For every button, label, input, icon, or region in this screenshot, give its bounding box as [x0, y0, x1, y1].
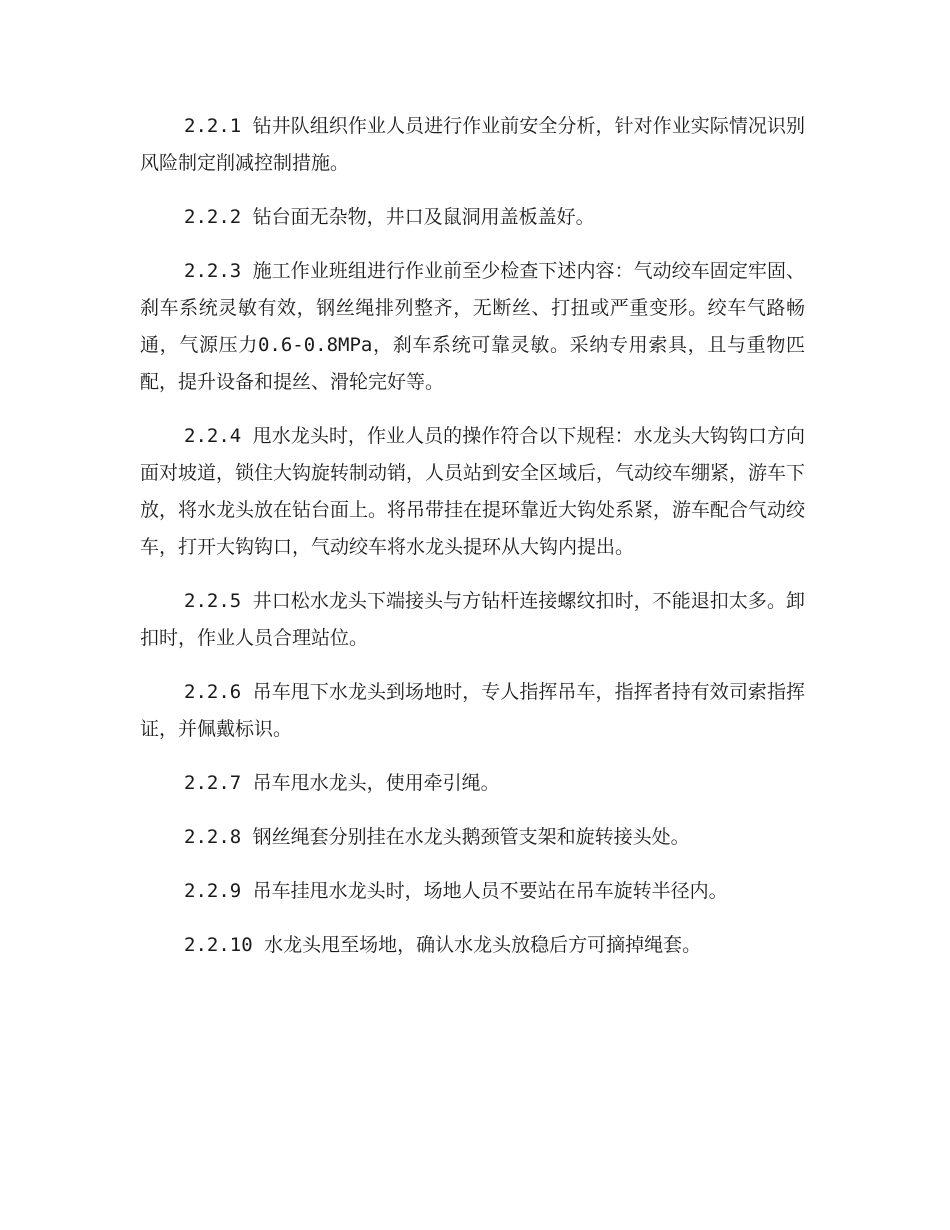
paragraph-2-2-4: 2.2.4 甩水龙头时，作业人员的操作符合以下规程：水龙头大钩钩口方向面对坡道，锁住大钩旋转制动销，人员站到安全区域后，气动绞车绷紧，游车下放，将水龙头放在钻台面上。将吊带挂在提环靠近大钩处系紧，游车配合气动绞车，打开大钩钩口，气动绞车将水龙头提环从大钩内提出。: [140, 425, 806, 558]
paragraph-2-2-7: 2.2.7 吊车甩水龙头，使用牵引绳。: [184, 772, 500, 794]
paragraph-2-2-2: 2.2.2 钻台面无杂物，井口及鼠洞用盖板盖好。: [184, 206, 595, 228]
paragraph-2-2-1: 2.2.1 钻井队组织作业人员进行作业前安全分析，针对作业实际情况识别风险制定削减控制措施。: [140, 115, 805, 174]
paragraph-2-2-9: 2.2.9 吊车挂甩水龙头时，场地人员不要站在吊车旋转半径内。: [184, 880, 728, 902]
paragraph-2-2-6: 2.2.6 吊车甩下水龙头到场地时，专人指挥吊车，指挥者持有效司索指挥证，并佩戴标识。: [140, 681, 805, 740]
paragraph-2-2-3: 2.2.3 施工作业班组进行作业前至少检查下述内容：气动绞车固定牢固、刹车系统灵敏有效，钢丝绳排列整齐，无断丝、打扭或严重变形。绞车气路畅通，气源压力0.6-0.8MPa，刹车系统可靠灵敏。采纳专用索具，且与重物匹配，提升设备和提丝、滑轮完好等。: [140, 260, 805, 393]
document-body: [140, 108, 805, 981]
paragraph-2-2-5: 2.2.5 井口松水龙头下端接头与方钻杆连接螺纹扣时，不能退扣太多。卸扣时，作业人员合理站位。: [140, 590, 805, 649]
paragraph-2-2-8: 2.2.8 钢丝绳套分别挂在水龙头鹅颈管支架和旋转接头处。: [184, 826, 690, 848]
paragraph-2-2-10: 2.2.10 水龙头甩至场地，确认水龙头放稳后方可摘掉绳套。: [184, 934, 702, 956]
